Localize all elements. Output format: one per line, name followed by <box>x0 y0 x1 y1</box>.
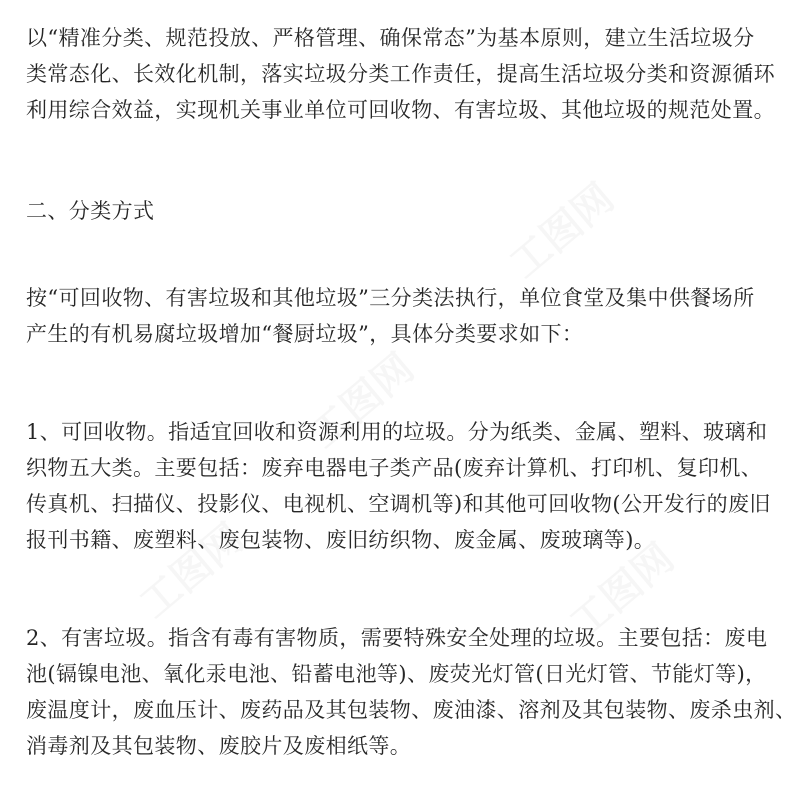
section-heading <box>26 193 786 229</box>
text-line: 织物五大类。主要包括：废弃电器电子类产品(废弃计算机、打印机、复印机、 <box>26 456 763 480</box>
text-line: 废温度计，废血压计、废药品及其包装物、废油漆、溶剂及其包装物、废杀虫剂、 <box>26 698 797 722</box>
text-line: 按“可回收物、有害垃圾和其他垃圾”三分类法执行，单位食堂及集中供餐场所 <box>26 286 755 310</box>
recyclables-paragraph <box>26 414 786 558</box>
text-line: 利用综合效益，实现机关事业单位可回收物、有害垃圾、其他垃圾的规范处置。 <box>26 98 775 122</box>
text-line: 1、可回收物。指适宜回收和资源利用的垃圾。分为纸类、金属、塑料、玻璃和 <box>26 420 768 444</box>
text-line: 产生的有机易腐垃圾增加“餐厨垃圾”，具体分类要求如下： <box>26 322 584 346</box>
text-line: 2、有害垃圾。指含有毒有害物质，需要特殊安全处理的垃圾。主要包括：废电 <box>26 626 768 650</box>
text-line: 以“精准分类、规范投放、严格管理、确保常态”为基本原则，建立生活垃圾分 <box>26 26 755 50</box>
text-line: 传真机、扫描仪、投影仪、电视机、空调机等)和其他可回收物(公开发行的废旧 <box>26 492 771 516</box>
intro-paragraph <box>26 20 786 128</box>
text-line: 消毒剂及其包装物、废胶片及废相纸等。 <box>26 734 412 758</box>
text-line: 池(镉镍电池、氧化汞电池、铅蓄电池等)、废荧光灯管(日光灯管、节能灯等)， <box>26 662 767 686</box>
method-paragraph <box>26 280 786 352</box>
text-line: 报刊书籍、废塑料、废包装物、废旧纺织物、废金属、废玻璃等)。 <box>26 528 656 552</box>
hazardous-waste-paragraph <box>26 620 797 764</box>
heading-text: 二、分类方式 <box>26 199 155 223</box>
text-line: 类常态化、长效化机制，落实垃圾分类工作责任，提高生活垃圾分类和资源循环 <box>26 62 775 86</box>
